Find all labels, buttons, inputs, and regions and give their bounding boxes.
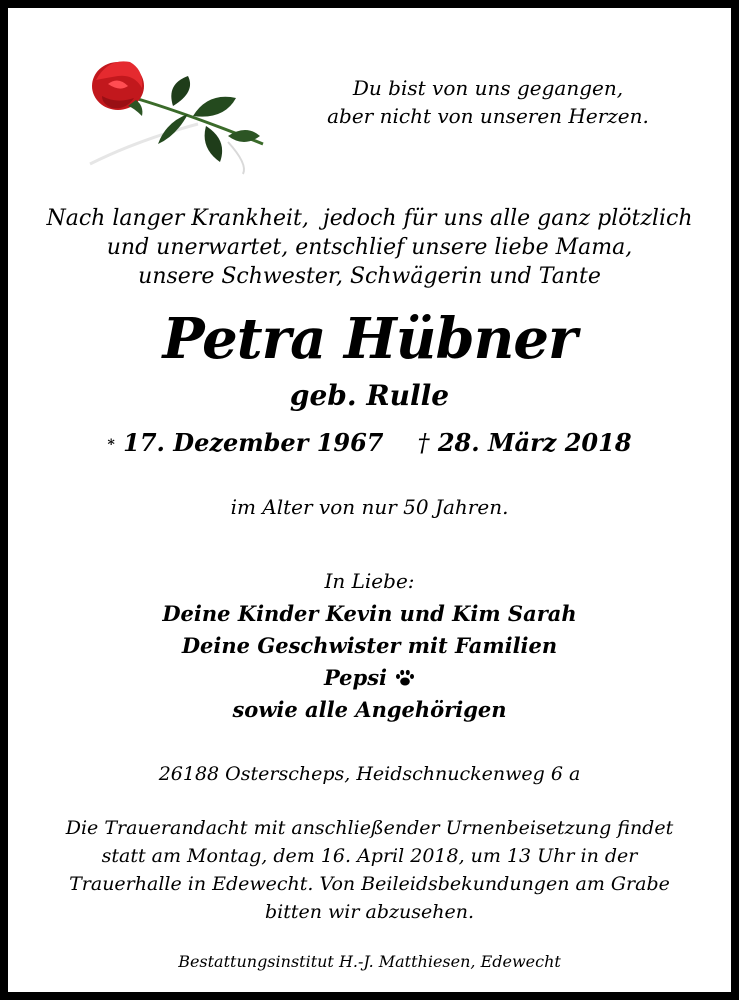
obituary-notice xyxy=(8,8,731,992)
death-date: 28. März 2018 xyxy=(437,428,632,457)
mourners-intro: In Liebe: xyxy=(324,569,415,593)
motto-line: aber nicht von unseren Herzen. xyxy=(327,104,649,128)
mourner-line: Deine Kinder Kevin und Kim Sarah xyxy=(162,601,577,626)
motto xyxy=(298,74,678,130)
funeral-home: Bestattungsinstitut H.-J. Matthiesen, Edewecht xyxy=(178,952,561,971)
mourner-line: Pepsi xyxy=(323,665,388,690)
life-dates xyxy=(8,426,731,460)
paw-icon xyxy=(395,669,415,687)
address: 26188 Osterscheps, Heidschnuckenweg 6 a xyxy=(158,763,581,785)
birth-symbol: * xyxy=(107,437,115,453)
service-line: statt am Montag, dem 16. April 2018, um 13 Uhr in der xyxy=(101,845,638,867)
service-line: bitten wir abzusehen. xyxy=(265,901,474,923)
mourner-line: Deine Geschwister mit Familien xyxy=(181,633,558,658)
intro-line: Nach langer Krankheit, jedoch für uns alle ganz plötzlich xyxy=(46,206,693,231)
intro-line: und unerwartet, entschlief unsere liebe Mama, xyxy=(106,235,633,260)
intro-text xyxy=(8,204,731,291)
service-line: Trauerhalle in Edewecht. Von Beileidsbekundungen am Grabe xyxy=(69,873,670,895)
service-line: Die Trauerandacht mit anschließender Urnenbeisetzung findet xyxy=(65,817,674,839)
mourner-pet xyxy=(8,662,731,694)
motto-line: Du bist von uns gegangen, xyxy=(352,76,624,100)
mourner-line: sowie alle Angehörigen xyxy=(232,697,507,722)
mourners-list xyxy=(8,598,731,726)
service-notice xyxy=(8,814,731,926)
age-text: im Alter von nur 50 Jahren. xyxy=(230,495,509,519)
deceased-name: Petra Hübner xyxy=(162,306,577,372)
death-symbol: † xyxy=(417,429,430,457)
rose-image xyxy=(78,44,278,184)
birth-date: 17. Dezember 1967 xyxy=(123,428,384,457)
birth-name: geb. Rulle xyxy=(289,379,450,412)
intro-line: unsere Schwester, Schwägerin und Tante xyxy=(138,264,601,289)
